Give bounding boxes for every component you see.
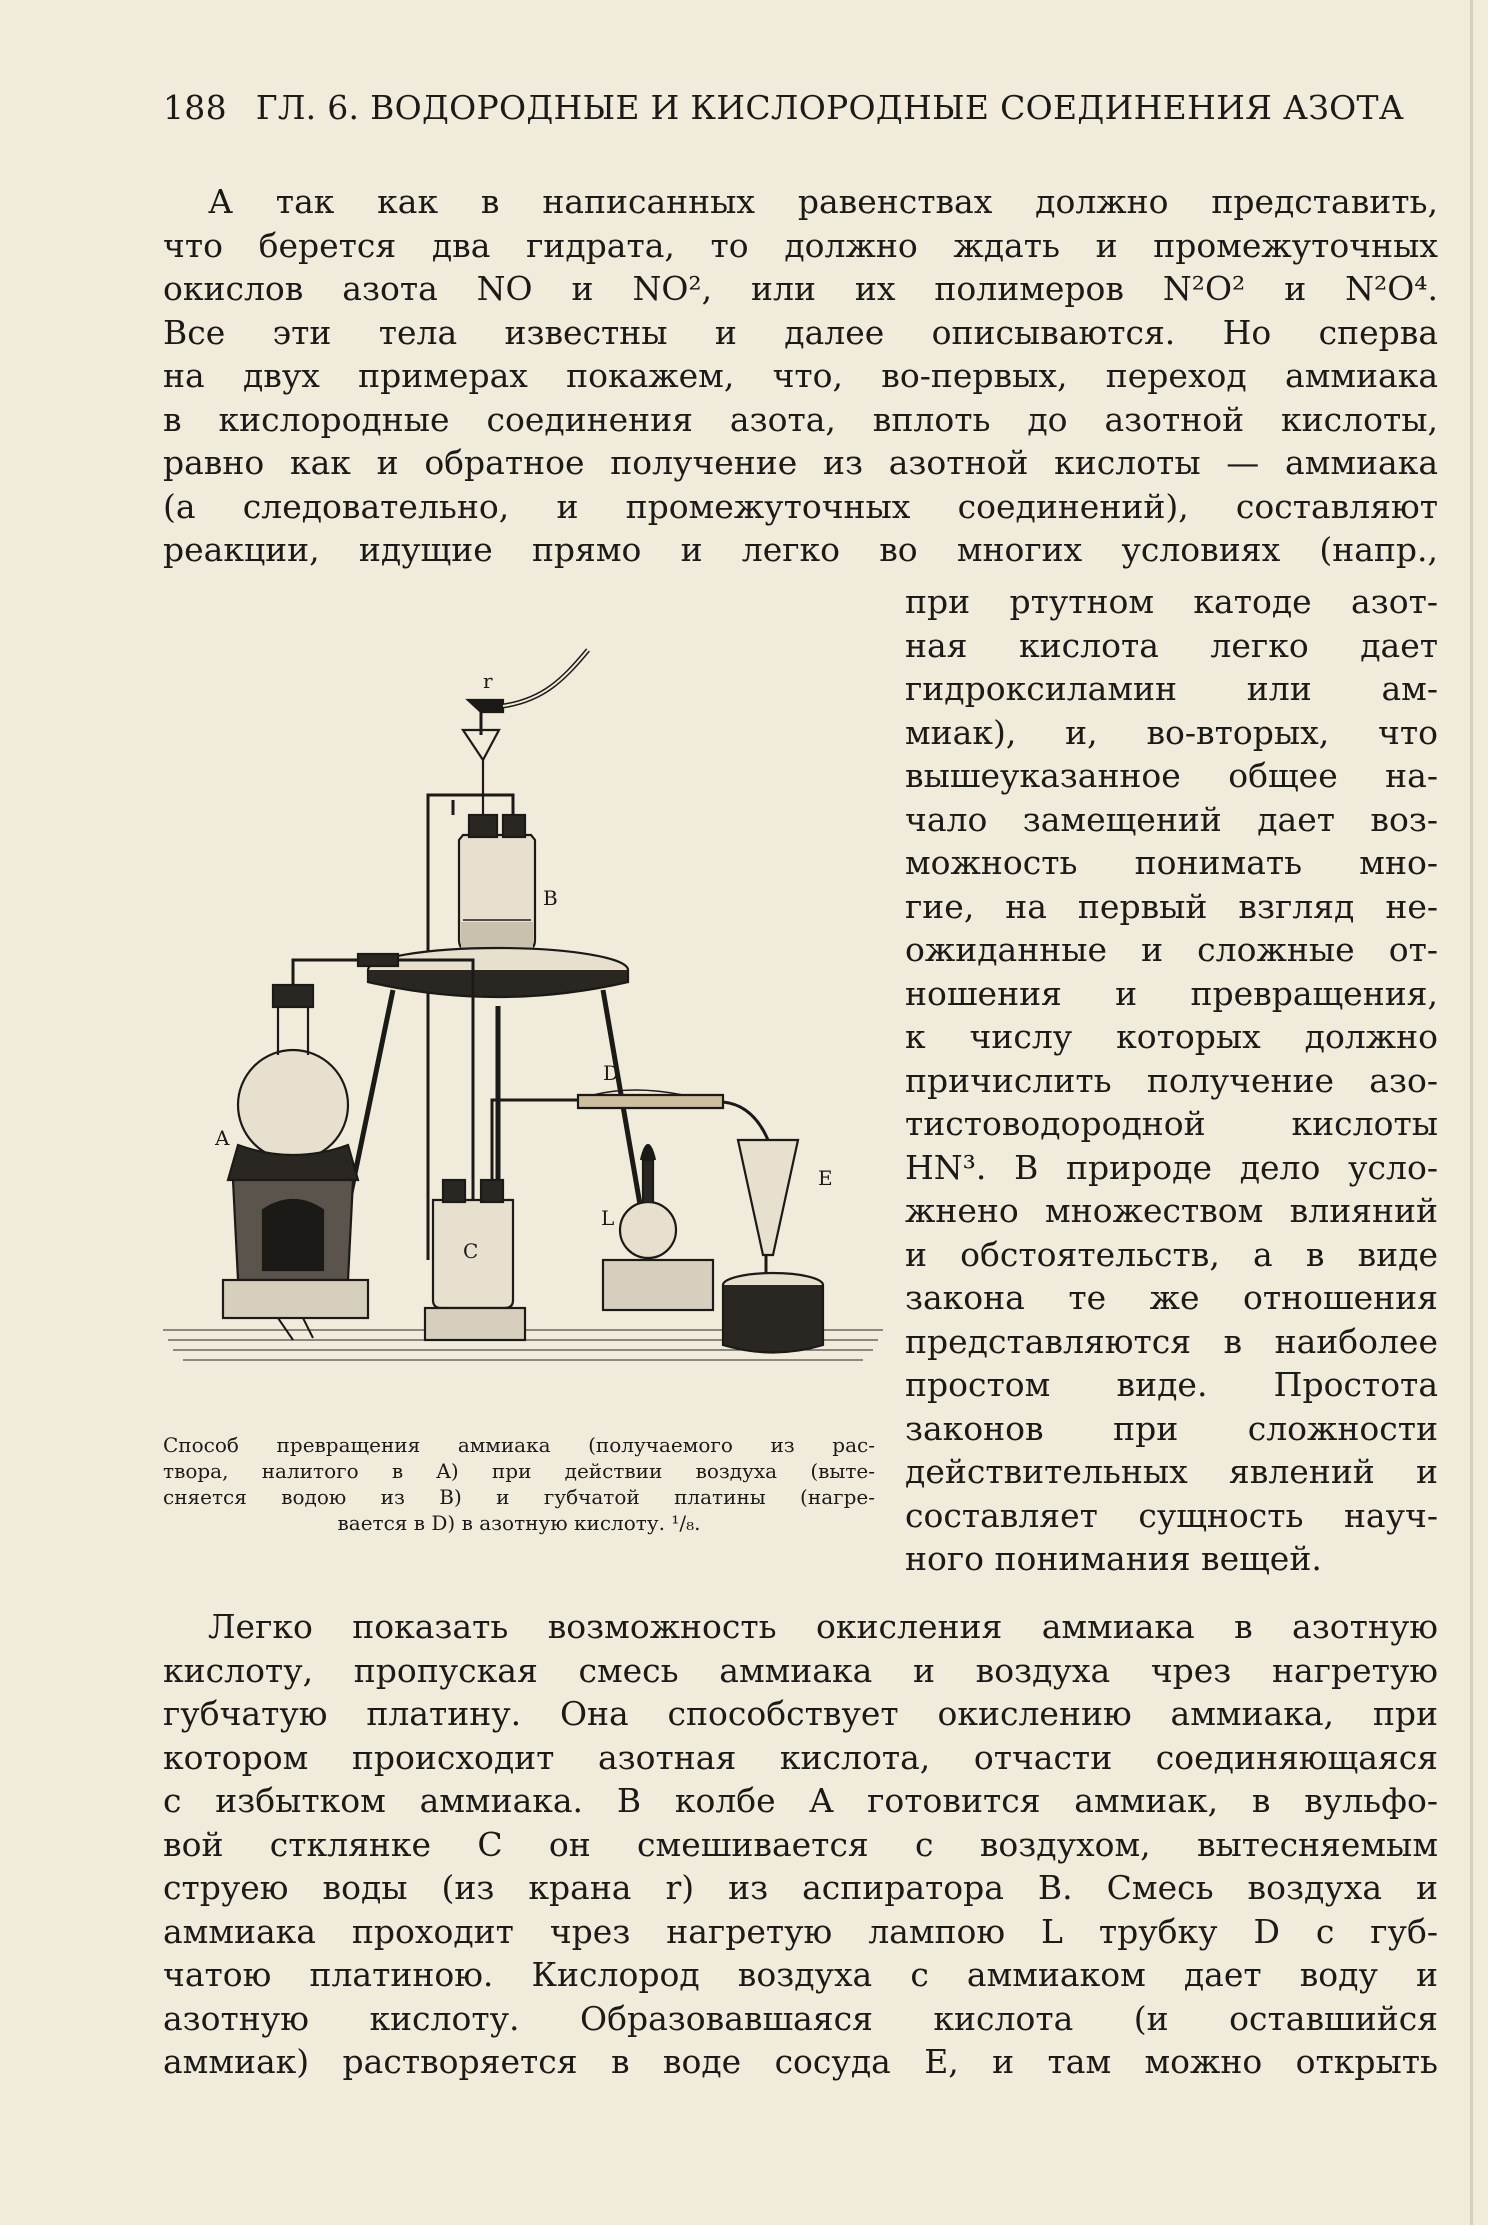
- text-line: в кислородные соединения азота, вплоть до азотной кислоты,: [163, 399, 1438, 439]
- figure-label-e: E: [818, 1166, 833, 1190]
- text-line: ного понимания вещей.: [905, 1539, 1322, 1578]
- text-line: причислить получение азо-: [905, 1060, 1438, 1100]
- side-paragraph: [905, 580, 1438, 1581]
- text-line: действительных явлений и: [905, 1452, 1438, 1491]
- text-line: простом виде. Простота: [905, 1365, 1438, 1404]
- text-line: реакции, идущие прямо и легко во многих условиях (напр.,: [163, 530, 1438, 569]
- page-edge-shadow: [1470, 0, 1473, 2225]
- text-line: струею воды (из крана r) из аспиратора B. Смесь воздуха и: [163, 1868, 1438, 1907]
- text-line: гидроксиламин или ам-: [905, 669, 1438, 708]
- text-line: составляет сущность науч-: [905, 1495, 1438, 1535]
- caption-line: вается в D) в азотную кислоту. ¹/₈.: [337, 1511, 701, 1535]
- text-line: и обстоятельств, а в виде: [905, 1234, 1438, 1274]
- text-line: что берется два гидрата, то должно ждать и промежуточных: [163, 225, 1438, 265]
- apparatus-illustration: [163, 640, 883, 1390]
- text-line: равно как и обратное получение из азотной кислоты — аммиака: [163, 443, 1438, 482]
- text-line: окислов азота NO и NO², или их полимеров N²O² и N²O⁴.: [163, 269, 1438, 308]
- text-line: ожиданные и сложные от-: [905, 930, 1438, 969]
- caption-line: сняется водою из B) и губчатой платины (нагре-: [163, 1485, 875, 1509]
- text-line: гие, на первый взгляд не-: [905, 886, 1438, 926]
- text-line: ношения и превращения,: [905, 973, 1438, 1013]
- figure-label-l: L: [601, 1206, 615, 1230]
- text-line: Легко показать возможность окисления аммиака в азотную: [208, 1607, 1438, 1646]
- top-paragraph: [163, 180, 1438, 572]
- chapter-title: ГЛ. 6. ВОДОРОДНЫЕ И КИСЛОРОДНЫЕ СОЕДИНЕНИЯ АЗОТА: [255, 88, 1405, 127]
- bottom-paragraph: [163, 1605, 1438, 2084]
- figure-label-a: A: [215, 1126, 230, 1150]
- text-line: ная кислота легко дает: [905, 625, 1438, 665]
- text-line: HN³. В природе дело усло-: [905, 1147, 1438, 1187]
- apparatus-figure: [163, 640, 883, 1390]
- caption-line: твора, налитого в A) при действии воздуха (выте-: [163, 1459, 875, 1483]
- figure-label-b: B: [543, 886, 558, 910]
- text-line: аммиак) растворяется в воде сосуда E, и там можно открыть: [163, 2042, 1438, 2081]
- text-line: к числу которых должно: [905, 1017, 1438, 1056]
- text-line: губчатую платину. Она способствует окислению аммиака, при: [163, 1694, 1438, 1733]
- text-line: чатою платиною. Кислород воздуха с аммиаком дает воду и: [163, 1955, 1438, 1994]
- text-line: вышеуказанное общее на-: [905, 756, 1438, 795]
- caption-line: Способ превращения аммиака (получаемого из рас-: [163, 1433, 875, 1457]
- text-line: жнено множеством влияний: [905, 1191, 1438, 1230]
- figure-label-r: r: [483, 669, 493, 693]
- text-line: кислоту, пропуская смесь аммиака и воздуха чрез нагретую: [163, 1650, 1438, 1690]
- text-line: с избытком аммиака. В колбе A готовится аммиак, в вульфо-: [163, 1781, 1438, 1820]
- text-line: тистоводородной кислоты: [905, 1104, 1438, 1143]
- text-line: Все эти тела известны и далее описываются. Но сперва: [163, 312, 1438, 352]
- figure-label-c: C: [463, 1239, 479, 1263]
- text-line: законов при сложности: [905, 1408, 1438, 1448]
- text-line: при ртутном катоде азот-: [905, 582, 1438, 621]
- text-line: чало замещений дает воз-: [905, 799, 1438, 839]
- text-line: котором происходит азотная кислота, отчасти соединяющаяся: [163, 1737, 1438, 1777]
- running-head: [163, 88, 1438, 127]
- text-line: миак), и, во-вторых, что: [905, 712, 1438, 752]
- figure-caption: [163, 1432, 875, 1536]
- figure-label-d: D: [603, 1061, 620, 1085]
- text-line: аммиака проходит чрез нагретую лампою L трубку D с губ-: [163, 1911, 1438, 1951]
- text-line: закона те же отношения: [905, 1278, 1438, 1317]
- text-line: А так как в написанных равенствах должно представить,: [208, 182, 1438, 221]
- page-number: 188: [163, 88, 227, 127]
- text-line: можность понимать мно-: [905, 843, 1438, 882]
- text-line: вой стклянке C он смешивается с воздухом, вытесняемым: [163, 1824, 1438, 1864]
- text-line: (а следовательно, и промежуточных соединений), составляют: [163, 486, 1438, 526]
- text-line: азотную кислоту. Образовавшаяся кислота (и оставшийся: [163, 1998, 1438, 2038]
- text-line: представляются в наиболее: [905, 1321, 1438, 1361]
- text-line: на двух примерах покажем, что, во-первых, переход аммиака: [163, 356, 1438, 395]
